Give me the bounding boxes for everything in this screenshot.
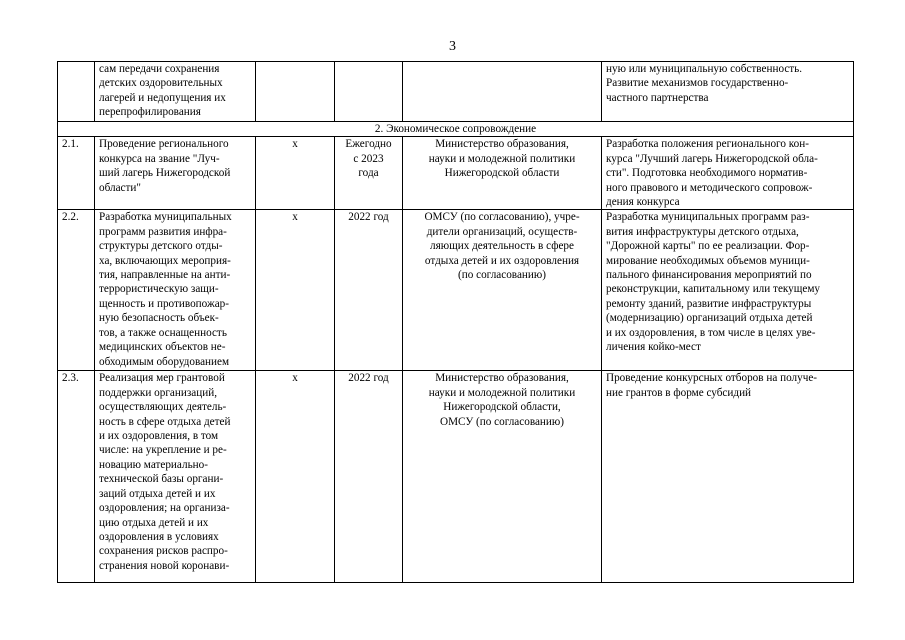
section-header-row (58, 122, 854, 137)
table-row-continuation (58, 62, 854, 122)
page-number: 3 (449, 39, 456, 54)
cell-responsible: Министерство образования, науки и молодежной политики Нижегородской области (403, 137, 602, 210)
cell-budget: x (256, 371, 335, 583)
measures-table (57, 61, 854, 583)
cell-activity: Разработка муниципальных программ развития инфра- структуры детского отды- ха, включающих мероприя- тия, направленные на анти- террористическую защи- щенность и противопожар- ную безопасность объек- тов, а также оснащенность медицинских объектов не- обходимым оборудованием (95, 210, 256, 371)
section-title: 2. Экономическое сопровождение (58, 122, 854, 137)
cell-number: 2.3. (58, 371, 95, 583)
cell-budget: x (256, 210, 335, 371)
table-row (58, 137, 854, 210)
cell-deadline: 2022 год (335, 210, 403, 371)
cell-responsible (403, 62, 602, 122)
cell-budget (256, 62, 335, 122)
cell-activity: Проведение регионального конкурса на звание "Луч- ший лагерь Нижегородской области" (95, 137, 256, 210)
cell-number: 2.2. (58, 210, 95, 371)
cell-activity: сам передачи сохранения детских оздоровительных лагерей и недопущения их перепрофилирования (95, 62, 256, 122)
cell-budget: x (256, 137, 335, 210)
table-row (58, 210, 854, 371)
table-row (58, 371, 854, 583)
cell-number (58, 62, 95, 122)
cell-deadline: Ежегодно с 2023 года (335, 137, 403, 210)
cell-deadline: 2022 год (335, 371, 403, 583)
cell-activity: Реализация мер грантовой поддержки организаций, осуществляющих деятель- ность в сфере отдыха детей и их оздоровления, в том числе: на укрепление и ре- новацию материально- технической базы органи- заций отдыха детей и их оздоровления; на организа- цию отдыха детей и их оздоровления в условиях сохранения рисков распро- странения новой коронави- (95, 371, 256, 583)
cell-result: Проведение конкурсных отборов на получе- ние грантов в форме субсидий (602, 371, 854, 583)
cell-responsible: Министерство образования, науки и молодежной политики Нижегородской области, ОМСУ (по согласованию) (403, 371, 602, 583)
cell-result: ную или муниципальную собственность. Развитие механизмов государственно- частного партнерства (602, 62, 854, 122)
cell-deadline (335, 62, 403, 122)
cell-result: Разработка муниципальных программ раз- вития инфраструктуры детского отдыха, "Дорожной карты" по ее реализации. Фор- мирование необходимых объемов муници- пального финансирования мероприятий по реконструкции, капитальному или текущему ремонту зданий, развитие инфраструктуры (модернизацию) организаций отдыха детей и их оздоровления, в том числе в целях уве- личения койко-мест (602, 210, 854, 371)
cell-responsible: ОМСУ (по согласованию), учре- дители организаций, осуществ- ляющих деятельность в сфере отдыха детей и их оздоровления (по согласованию) (403, 210, 602, 371)
cell-result: Разработка положения регионального кон- курса "Лучший лагерь Нижегородской обла- сти". Подготовка необходимого норматив- ного правового и методического сопровож- дения конкурса (602, 137, 854, 210)
cell-number: 2.1. (58, 137, 95, 210)
